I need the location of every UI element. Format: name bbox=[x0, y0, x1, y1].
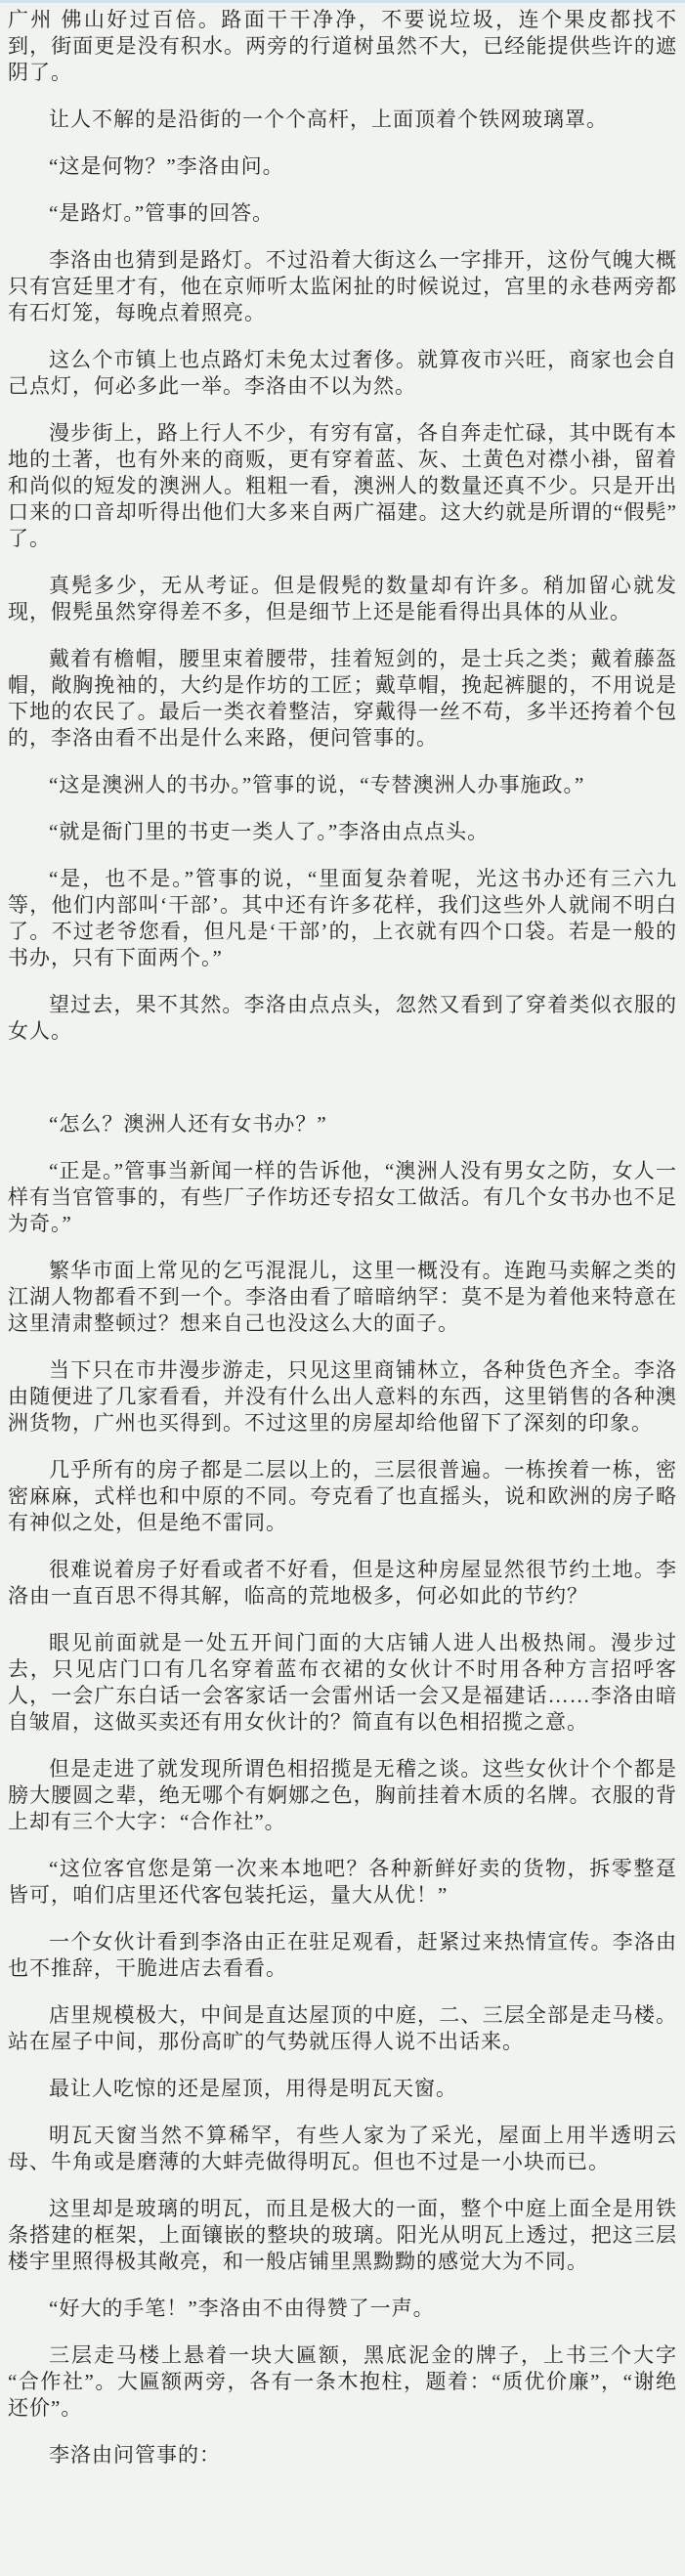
paragraph: “是路灯。”管事的回答。 bbox=[49, 201, 275, 225]
paragraph: 但是走进了就发现所谓色相招揽是无稽之谈。这些女伙计个个都是膀大腰圆之辈，绝无哪个有婀娜之色，胸前挂着木质的名牌。衣服的背上却有三个大字：“合作社”。 bbox=[8, 1757, 677, 1833]
paragraph: 最让人吃惊的还是屋顶，用得是明瓦天窗。 bbox=[49, 2077, 457, 2100]
paragraph: “怎么？澳洲人还有女书办？” bbox=[49, 1112, 327, 1136]
paragraph: 广州 佛山好过百倍。路面干干净净，不要说垃圾，连个果皮都找不到，街面更是没有积水。两旁的行道树虽然不大，已经能提供些许的遮阴了。 bbox=[8, 8, 677, 84]
paragraph: 李洛由问管事的： bbox=[49, 2443, 221, 2467]
paragraph: “好大的手笔！”李洛由不由得赞了一声。 bbox=[49, 2297, 435, 2320]
paragraph: 这里却是玻璃的明瓦，而且是极大的一面，整个中庭上面全是用铁条搭建的框架，上面镶嵌的整块的玻璃。阳光从明瓦上透过，把这三层楼宇里照得极其敞亮，和一般店铺里黑黝黝的感觉大为不同。 bbox=[8, 2197, 677, 2273]
paragraph: 漫步街上，路上行人不少，有穷有富，各自奔走忙碌，其中既有本地的土著，也有外来的商贩，更有穿着蓝、灰、土黄色对襟小褂，留着和尚似的短发的澳洲人。粗粗一看，澳洲人的数量还真不少。只是开出口来的口音却听得出他们大多来自两广福建。这大约就是所谓的“假髡”了。 bbox=[8, 421, 677, 550]
paragraph: “正是。”管事当新闻一样的告诉他，“澳洲人没有男女之防，女人一样有当官管事的，有些厂子作坊还专招女工做活。有几个女书办也不足为奇。” bbox=[8, 1159, 677, 1235]
paragraph: 几乎所有的房子都是二层以上的，三层很普遍。一栋挨着一栋，密密麻麻，式样也和中原的不同。夸克看了也直摇头，说和欧洲的房子略有神似之处，但是绝不雷同。 bbox=[8, 1458, 677, 1534]
paragraph: 当下只在市井漫步游走，只见这里商铺林立，各种货色齐全。李洛由随便进了几家看看，并没有什么出人意料的东西，这里销售的各种澳洲货物，广州也买得到。不过这里的房屋却给他留下了深刻的印象。 bbox=[8, 1358, 677, 1435]
paragraph: 很难说着房子好看或者不好看，但是这种房屋显然很节约土地。李洛由一直百思不得其解，临高的荒地极多，何必如此的节约？ bbox=[8, 1558, 677, 1608]
paragraph: 真髡多少，无从考证。但是假髡的数量却有许多。稍加留心就发现，假髡虽然穿得差不多，但是细节上还是能看得出具体的从业。 bbox=[8, 574, 677, 623]
paragraph: “这位客官您是第一次来本地吧？各种新鲜好卖的货物，拆零整趸皆可，咱们店里还代客包装托运，量大从优！” bbox=[8, 1857, 677, 1907]
paragraph: 三层走马楼上悬着一块大匾额，黑底泥金的牌子，上书三个大字“合作社”。大匾额两旁，各有一条木抱柱，题着：“质优价廉”，“谢绝还价”。 bbox=[8, 2343, 677, 2420]
novel-text-page bbox=[0, 3, 685, 2469]
paragraph: 戴着有檐帽，腰里束着腰带，挂着短剑的，是士兵之类；戴着藤盔帽，敞胸挽袖的，大约是作坊的工匠；戴草帽，挽起裤腿的，不用说是下地的农民了。最后一类衣着整洁，穿戴得一丝不苟，多半还挎着个包的，李洛由看不出是什么来路，便问管事的。 bbox=[8, 647, 677, 750]
paragraph: “是，也不是。”管事的说，“里面复杂着呢，光这书办还有三六九等，他们内部叫‘干部’。其中还有许多花样，我们这些外人就闹不明白了。不过老爷您看，但凡是‘干部’的，上衣就有四个口袋。若是一般的书办，只有下面两个。” bbox=[8, 867, 677, 969]
paragraph: 眼见前面就是一处五开间门面的大店铺人进人出极热闹。漫步过去，只见店门口有几名穿着蓝布衣裙的女伙计不时用各种方言招呼客人，一会广东白话一会客家话一会雷州话一会又是福建话……李洛由暗自皱眉，这做买卖还有用女伙计的？简直有以色相招揽之意。 bbox=[8, 1631, 677, 1734]
paragraph: 让人不解的是沿街的一个个高杆，上面顶着个铁网玻璃罩。 bbox=[49, 107, 608, 131]
paragraph: 这么个市镇上也点路灯未免太过奢侈。就算夜市兴旺，商家也会自己点灯，何必多此一举。李洛由不以为然。 bbox=[8, 348, 677, 398]
paragraph: “这是何物？”李洛由问。 bbox=[49, 154, 284, 178]
paragraph: 繁华市面上常见的乞丐混混儿，这里一概没有。连跑马卖解之类的江湖人物都看不到一个。李洛由看了暗暗纳罕：莫不是为着他来特意在这里清肃整顿过？想来自己也没这么大的面子。 bbox=[8, 1259, 677, 1335]
paragraph: “就是衙门里的书吏一类人了。”李洛由点点头。 bbox=[49, 820, 490, 843]
paragraph: “这是澳洲人的书办。”管事的说，“专替澳洲人办事施政。” bbox=[49, 773, 585, 796]
paragraph: 望过去，果不其然。李洛由点点头，忽然又看到了穿着类似衣服的女人。 bbox=[8, 993, 677, 1043]
paragraph: 店里规模极大，中间是直达屋顶的中庭，二、三层全部是走马楼。站在屋子中间，那份高旷的气势就压得人说不出话来。 bbox=[8, 2003, 677, 2053]
paragraph: 一个女伙计看到李洛由正在驻足观看，赶紧过来热情宣传。李洛由也不推辞，干脆进店去看看。 bbox=[8, 1930, 677, 1980]
paragraph: 明瓦天窗当然不算稀罕，有些人家为了采光，屋面上用半透明云母、牛角或是磨薄的大蚌壳做得明瓦。但也不过是一小块而已。 bbox=[8, 2124, 677, 2173]
paragraph: 李洛由也猜到是路灯。不过沿着大街这么一字排开，这份气魄大概只有宫廷里才有，他在京师听太监闲扯的时候说过，宫里的永巷两旁都有石灯笼，每晚点着照亮。 bbox=[8, 248, 677, 324]
